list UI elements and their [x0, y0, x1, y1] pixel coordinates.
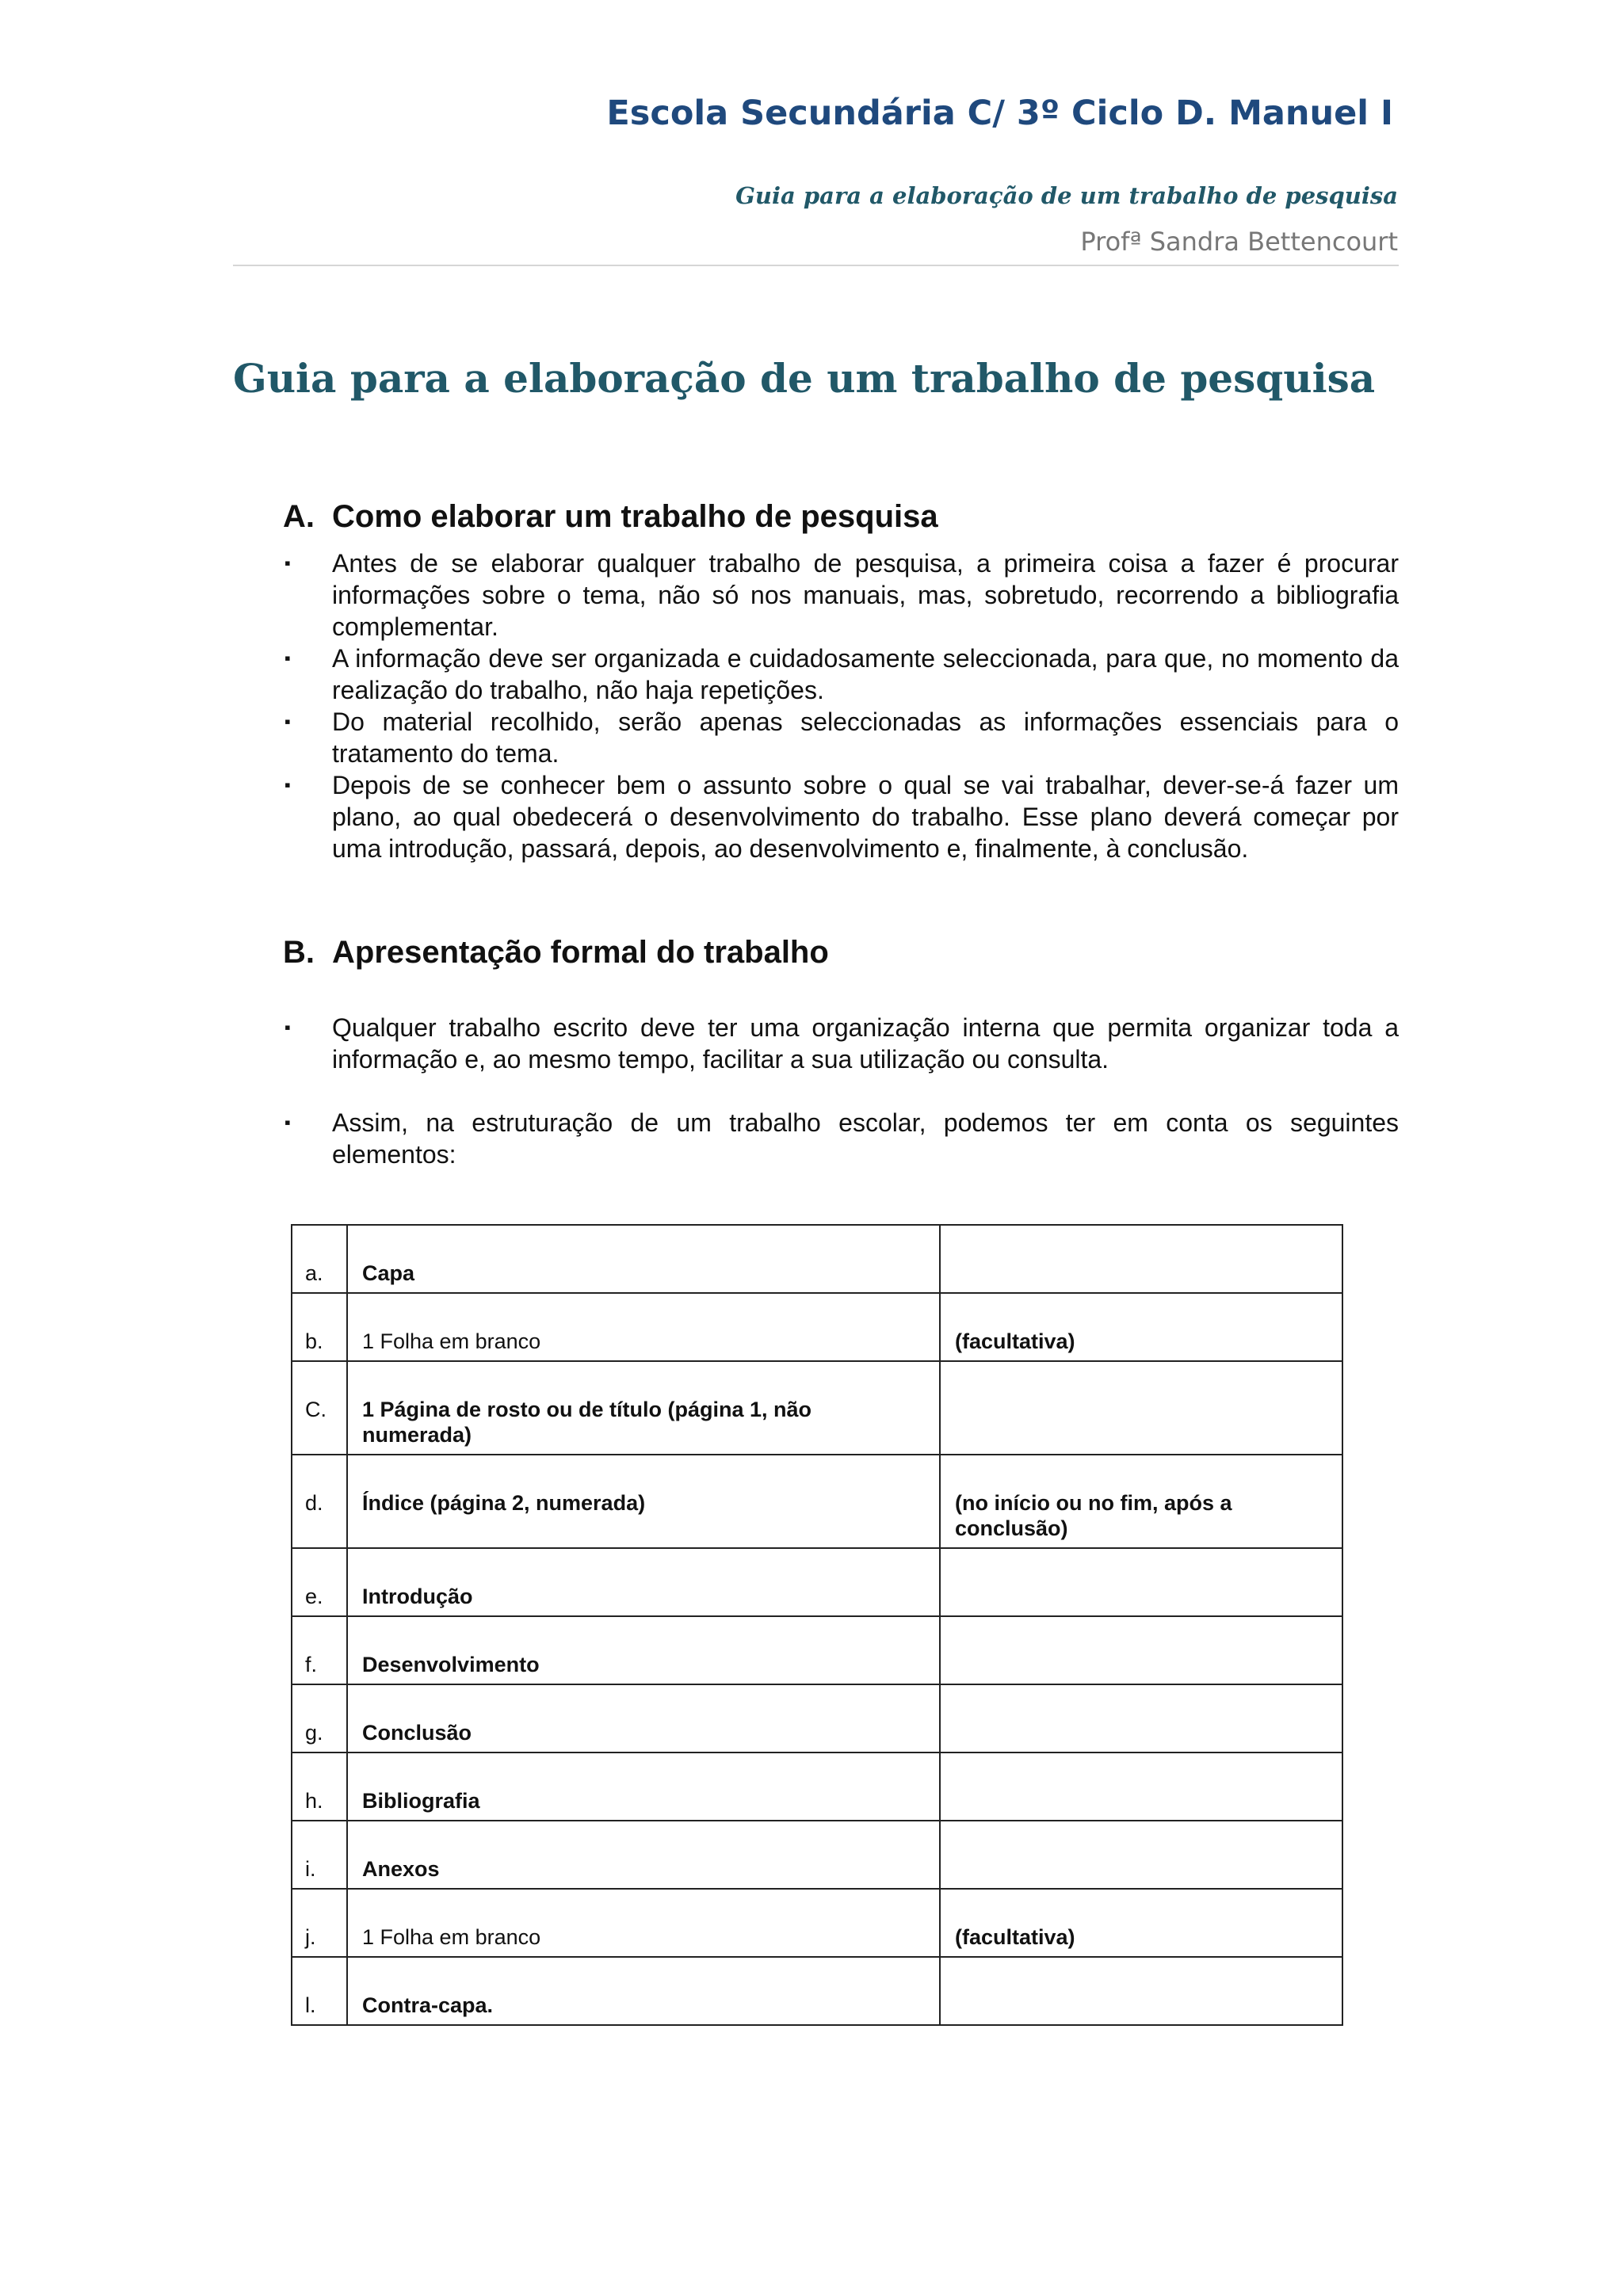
bullet-icon: ▪ [285, 648, 291, 668]
section-a [283, 499, 1399, 864]
table-row [292, 1753, 1342, 1821]
section-a-heading [283, 499, 1399, 535]
row-item: Introdução [347, 1548, 940, 1616]
row-item: Desenvolvimento [347, 1616, 940, 1684]
table-row [292, 1889, 1342, 1957]
section-b-heading [283, 935, 1399, 971]
row-item: Conclusão [347, 1684, 940, 1753]
bullet-icon: ▪ [285, 711, 291, 731]
section-b-heading-text: Apresentação formal do trabalho [332, 935, 829, 970]
row-note: (facultativa) [940, 1293, 1342, 1361]
row-letter: e. [292, 1548, 347, 1616]
row-note [940, 1225, 1342, 1293]
row-item: Índice (página 2, numerada) [347, 1455, 940, 1548]
row-note [940, 1821, 1342, 1889]
row-item: 1 Página de rosto ou de título (página 1, não numerada) [347, 1361, 940, 1455]
header-school-name: Escola Secundária C/ 3º Ciclo D. Manuel I [606, 93, 1393, 133]
section-a-bullet-list [283, 547, 1399, 864]
row-letter: g. [292, 1684, 347, 1753]
list-item-text: A informação deve ser organizada e cuidadosamente seleccionada, para que, no momento da realização do trabalho, não haja repetições. [332, 644, 1399, 704]
header-divider [233, 265, 1399, 266]
bullet-icon: ▪ [285, 1017, 291, 1037]
row-note [940, 1548, 1342, 1616]
row-note [940, 1361, 1342, 1455]
row-item: Contra-capa. [347, 1957, 940, 2025]
header-subtitle: Guia para a elaboração de um trabalho de pesquisa [735, 182, 1398, 209]
row-letter: C. [292, 1361, 347, 1455]
row-note: (facultativa) [940, 1889, 1342, 1957]
row-letter: l. [292, 1957, 347, 2025]
row-letter: j. [292, 1889, 347, 1957]
row-item: 1 Folha em branco [347, 1293, 940, 1361]
list-item-text: Assim, na estruturação de um trabalho escolar, podemos ter em conta os seguintes elementos: [332, 1108, 1399, 1169]
list-item-text: Antes de se elaborar qualquer trabalho de pesquisa, a primeira coisa a fazer é procurar informações sobre o tema, não só nos manuais, mas, sobretudo, recorrendo a bibliografia complementar. [332, 549, 1399, 641]
bullet-icon: ▪ [285, 1112, 291, 1132]
list-item-text: Depois de se conhecer bem o assunto sobre o qual se vai trabalhar, dever-se-á fazer um plano, ao qual obedecerá o desenvolvimento do trabalho. Esse plano deverá começar por uma introdução, passará, depois, ao desenvolvimento e, finalmente, à conclusão. [332, 771, 1399, 863]
document-title: Guia para a elaboração de um trabalho de pesquisa [233, 355, 1376, 402]
table-row [292, 1821, 1342, 1889]
table-row [292, 1548, 1342, 1616]
row-note [940, 1616, 1342, 1684]
table-row [292, 1455, 1342, 1548]
section-b [283, 935, 1399, 1202]
row-letter: h. [292, 1753, 347, 1821]
table-row [292, 1293, 1342, 1361]
table-row [292, 1361, 1342, 1455]
list-item [283, 1107, 1399, 1170]
list-item [283, 643, 1399, 706]
row-note [940, 1684, 1342, 1753]
list-item [283, 769, 1399, 864]
list-item-text: Do material recolhido, serão apenas seleccionadas as informações essenciais para o tratamento do tema. [332, 707, 1399, 768]
elements-table [291, 1224, 1343, 2026]
row-letter: f. [292, 1616, 347, 1684]
row-letter: d. [292, 1455, 347, 1548]
section-a-heading-text: Como elaborar um trabalho de pesquisa [332, 499, 938, 534]
row-note: (no início ou no fim, após a conclusão) [940, 1455, 1342, 1548]
bullet-icon: ▪ [285, 553, 291, 573]
list-item [283, 706, 1399, 769]
row-note [940, 1957, 1342, 2025]
table-row [292, 1957, 1342, 2025]
section-a-letter: A. [283, 499, 315, 534]
row-letter: i. [292, 1821, 347, 1889]
bullet-icon: ▪ [285, 775, 291, 795]
row-note [940, 1753, 1342, 1821]
header-author: Profª Sandra Bettencourt [1080, 227, 1398, 257]
row-item: Bibliografia [347, 1753, 940, 1821]
table-row [292, 1684, 1342, 1753]
row-item: Anexos [347, 1821, 940, 1889]
row-item: Capa [347, 1225, 940, 1293]
list-item-text: Qualquer trabalho escrito deve ter uma organização interna que permita organizar toda a informação e, ao mesmo tempo, facilitar a sua utilização ou consulta. [332, 1013, 1399, 1074]
section-b-letter: B. [283, 935, 315, 970]
row-item: 1 Folha em branco [347, 1889, 940, 1957]
section-b-bullet-list [283, 1012, 1399, 1170]
row-letter: a. [292, 1225, 347, 1293]
table-row [292, 1225, 1342, 1293]
row-letter: b. [292, 1293, 347, 1361]
list-item [283, 1012, 1399, 1075]
list-item [283, 547, 1399, 643]
table-row [292, 1616, 1342, 1684]
